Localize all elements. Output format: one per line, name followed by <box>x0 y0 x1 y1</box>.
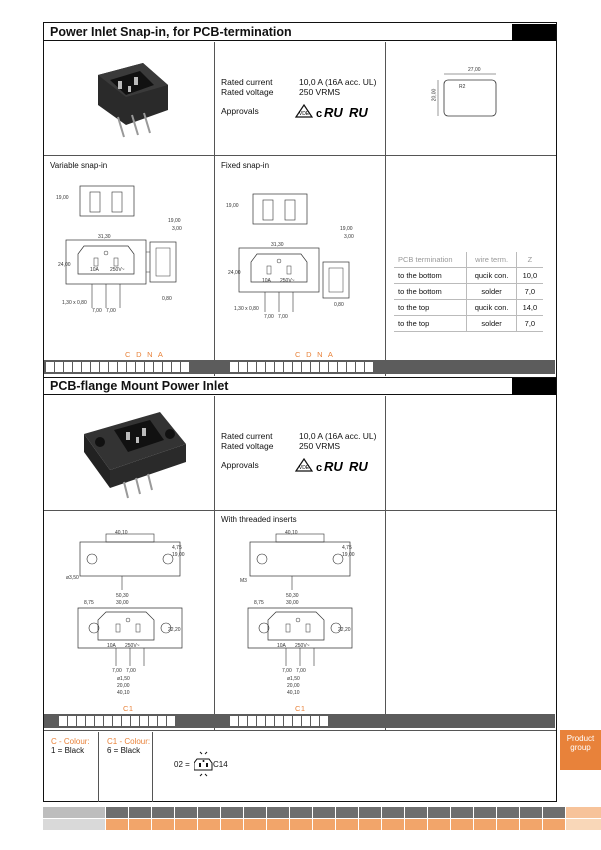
section-title-block <box>512 24 556 41</box>
dim-label: 0,80 <box>162 296 172 302</box>
rated-current-value: 10,0 A (16A acc. UL) <box>299 77 377 87</box>
dim-label: 19,00 <box>340 226 353 232</box>
table-cell: 14,0 <box>516 300 543 316</box>
dim-label: 40,10 <box>115 530 128 536</box>
dim-label: 19,00 <box>56 195 69 201</box>
svg-text:RU: RU <box>324 459 343 473</box>
dim-label: 50,30 <box>286 593 299 599</box>
rated-voltage-label: Rated voltage <box>221 441 274 451</box>
svg-text:c: c <box>316 462 323 473</box>
dim-label: 4,75 <box>172 545 182 551</box>
dim-label: ø1,50 <box>117 676 130 682</box>
dim-label: 7,00 <box>264 314 274 320</box>
product-photo-flange <box>80 404 190 504</box>
divider <box>385 396 386 730</box>
table-row <box>394 300 543 316</box>
order-code-cells <box>46 362 190 372</box>
table-header: Z <box>516 252 543 268</box>
dim-label: 19,00 <box>172 552 185 558</box>
order-code-letters: C D N A <box>125 350 164 359</box>
rated-current-value: 10,0 A (16A acc. UL) <box>299 431 377 441</box>
dim-label: 7,00 <box>126 668 136 674</box>
symbol-prefix: 02 = <box>174 760 190 769</box>
divider <box>44 155 556 156</box>
dim-label: 10A <box>262 278 271 284</box>
specs-block <box>221 431 381 473</box>
product-group-tab[interactable] <box>560 730 601 770</box>
dim-label: 50,30 <box>116 593 129 599</box>
dim-label: 7,00 <box>112 668 122 674</box>
rated-current-label: Rated current <box>221 77 273 87</box>
dim-label: 250V~ <box>280 278 295 284</box>
dim-label: 3,00 <box>344 234 354 240</box>
section-title: PCB-flange Mount Power Inlet <box>44 378 512 395</box>
c1-colour-value: 6 = Black <box>107 746 141 755</box>
dim-label: 22,20 <box>168 627 181 633</box>
c1-colour-label: C1 - Colour: <box>107 737 151 746</box>
rated-voltage-value: 250 VRMS <box>299 87 341 97</box>
table-cell: qucik con. <box>467 268 516 284</box>
divider <box>44 510 556 511</box>
variable-snap-in-label: Variable snap-in <box>50 161 108 170</box>
product-photo-snap-in <box>88 55 178 140</box>
dim-label: 40,10 <box>287 690 300 696</box>
dim-label: 8,75 <box>84 600 94 606</box>
order-code-letters: C1 <box>123 704 134 713</box>
svg-text:VDE: VDE <box>298 465 310 471</box>
cutout-width: 27,00 <box>468 67 481 73</box>
dim-label: 30,00 <box>116 600 129 606</box>
dim-label: 7,00 <box>92 308 102 314</box>
table-cell: 7,0 <box>516 316 543 332</box>
approval-logos-icon <box>294 103 376 119</box>
dim-label: 10A <box>107 643 116 649</box>
table-cell: to the bottom <box>394 284 467 300</box>
table-header: wire term. <box>467 252 516 268</box>
svg-text:RU: RU <box>324 105 343 119</box>
dim-label: 250V~ <box>295 643 310 649</box>
panel-cutout-drawing <box>432 66 502 121</box>
table-cell: 7,0 <box>516 284 543 300</box>
c14-connector-icon <box>194 750 214 778</box>
dim-label: 7,00 <box>278 314 288 320</box>
table-row <box>394 316 543 332</box>
svg-text:c: c <box>316 108 323 119</box>
order-code-cells <box>230 362 374 372</box>
table-cell: qucik con. <box>467 300 516 316</box>
table-row <box>394 284 543 300</box>
svg-text:RU: RU <box>349 105 368 119</box>
dim-label: 40,10 <box>117 690 130 696</box>
table-cell: to the top <box>394 300 467 316</box>
divider <box>214 42 215 376</box>
colour-label: C - Colour: <box>51 737 90 746</box>
dim-label: 24,00 <box>58 262 71 268</box>
dim-label: 19,00 <box>168 218 181 224</box>
specs-block <box>221 77 381 119</box>
dim-label: M3 <box>240 578 247 584</box>
table-cell: solder <box>467 316 516 332</box>
fixed-snap-in-label: Fixed snap-in <box>221 161 270 170</box>
dim-label: 7,00 <box>106 308 116 314</box>
footer-bar-top <box>43 807 601 818</box>
dim-label: 10A <box>277 643 286 649</box>
rated-voltage-value: 250 VRMS <box>299 441 341 451</box>
dim-label: 40,10 <box>285 530 298 536</box>
rated-current-label: Rated current <box>221 431 273 441</box>
dim-label: 24,00 <box>228 270 241 276</box>
approvals-label: Approvals <box>221 106 259 116</box>
dim-label: 31,30 <box>271 242 284 248</box>
table-cell: solder <box>467 284 516 300</box>
product-group-label: Product group <box>566 734 595 752</box>
divider <box>44 730 556 731</box>
footer-bar-bottom <box>43 819 601 830</box>
dim-label: 0,80 <box>334 302 344 308</box>
rated-voltage-label: Rated voltage <box>221 87 274 97</box>
colour-value: 1 = Black <box>51 746 85 755</box>
order-code-letters: C D N A <box>295 350 334 359</box>
fixed-snap-in-drawing <box>225 186 385 326</box>
dim-label: ø1,50 <box>287 676 300 682</box>
dim-label: 8,75 <box>254 600 264 606</box>
divider <box>152 732 153 802</box>
pcb-termination-table <box>394 252 543 332</box>
table-row <box>394 268 543 284</box>
variable-snap-in-drawing <box>52 178 212 318</box>
dim-label: 20,00 <box>287 683 300 689</box>
dim-label: 7,00 <box>296 668 306 674</box>
dim-label: 3,00 <box>172 226 182 232</box>
divider <box>98 732 99 802</box>
cutout-radius: R2 <box>459 84 466 90</box>
table-cell: to the top <box>394 316 467 332</box>
dim-label: 250V~ <box>110 267 125 273</box>
dim-label: 1,30 x 0,80 <box>234 306 259 312</box>
dim-label: 10A <box>90 267 99 273</box>
svg-text:VDE: VDE <box>298 111 310 117</box>
divider <box>214 396 215 730</box>
svg-text:RU: RU <box>349 459 368 473</box>
approval-logos-icon <box>294 457 376 473</box>
dim-label: 19,00 <box>226 203 239 209</box>
cutout-height: 20,00 <box>431 88 438 102</box>
dim-label: 20,00 <box>117 683 130 689</box>
dim-label: 4,75 <box>342 545 352 551</box>
order-code-letters: C1 <box>295 704 306 713</box>
dim-label: 30,00 <box>286 600 299 606</box>
divider <box>385 42 386 376</box>
threaded-inserts-label: With threaded inserts <box>221 515 297 524</box>
symbol-suffix: C14 <box>213 760 228 769</box>
order-code-cells <box>230 716 329 726</box>
dim-label: 7,00 <box>282 668 292 674</box>
section-title-block <box>512 378 556 395</box>
dim-label: 250V~ <box>125 643 140 649</box>
order-code-cells <box>59 716 176 726</box>
dim-label: 22,20 <box>338 627 351 633</box>
dim-label: 19,00 <box>342 552 355 558</box>
dim-label: 31,30 <box>98 234 111 240</box>
table-cell: to the bottom <box>394 268 467 284</box>
dim-label: 1,30 x 0,80 <box>62 300 87 306</box>
table-header: PCB termination <box>394 252 467 268</box>
section-title: Power Inlet Snap-in, for PCB-termination <box>44 24 512 41</box>
dim-label: ø3,50 <box>66 575 79 581</box>
table-cell: 10,0 <box>516 268 543 284</box>
approvals-label: Approvals <box>221 460 259 470</box>
